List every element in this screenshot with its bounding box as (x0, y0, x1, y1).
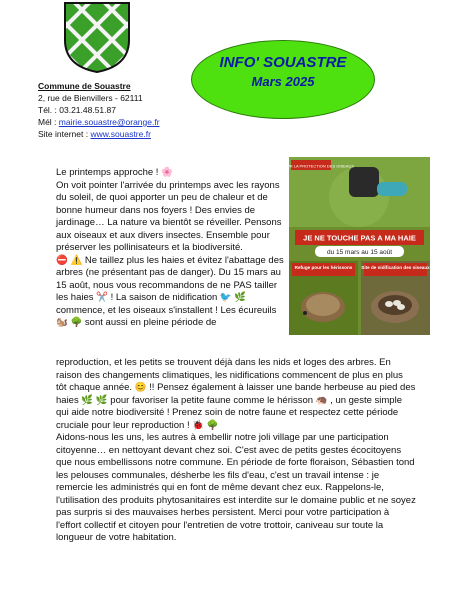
intro-heading: Le printemps approche ! 🌸 (56, 167, 173, 178)
hedge-poster-image (267, 157, 430, 335)
contact-block (38, 80, 160, 140)
paragraph-citizenship: Aidons-nous les uns, les autres à embellir notre joli village par une participation citoyenne… en nettoyant devant chez soi. C'est avec de petits gestes écocitoyens que nous embellissons notre commune. En période de forte floraison, Sébastien tond les pelouses communales, désherbe les fils d'eau, c'est un travail intense : je remercie les administrés qui en font de même devant chez eux. Rappelons-le, l'utilisation des produits phytosanitaires est interdite sur le domaine public et ne soyez pas surpris si des mauvaises herbes persistent. Merci pour votre participation à l'effort collectif et citoyen pour l'entretien de votre trottoir, caniveau sur toute la longueur de votre habitation. (56, 432, 416, 543)
title-banner (191, 40, 375, 119)
article-column (56, 167, 284, 330)
newsletter-title: INFO' SOUASTRE (219, 54, 347, 71)
poster-right-caption: Site de nidification des oiseaux (361, 265, 430, 270)
poster-left-caption: Refuge pour les hérissons (294, 265, 353, 270)
phone: Tél. : 03.21.48.51.87 (38, 105, 116, 115)
commune-name: Commune de Souastre (38, 81, 131, 91)
poster-dates: du 15 mars au 15 août (326, 249, 393, 256)
address: 2, rue de Bienvillers - 62111 (38, 93, 143, 103)
paragraph-spring: On voit pointer l'arrivée du printemps avec les rayons du soleil, de quoi apporter un peu de chaleur et de bonne humeur dans nos foyers ! Des envies de jardinage… La nature va bientôt se réveiller. Pensons aux oiseaux et aux divers insectes. Ensemble pour préserver les pollinisateurs et la biodiversité. (56, 179, 282, 253)
paragraph-hedges-continued: reproduction, et les petits se trouvent déjà dans les nids et loges des arbres. En raison des changements climatiques, les nidifications commencent de plus en plus tôt chaque année. 😊 !! Pensez également à laisser une bande herbeuse au pied des haies 🌿 🌿 pour favoriser la petite faune comme le hérisson 🦔 , un geste simple qui aide notre biodiversité ! Prenez soin de notre faune et respectez cette période cruciale pour leur reproduction ! 🐞 🌳 (56, 357, 416, 431)
newsletter-date: Mars 2025 (251, 74, 315, 89)
coat-of-arms-logo (62, 0, 132, 74)
paragraph-hedges: ⛔ ⚠️ Ne taillez plus les haies et évitez l'abattage des arbres (ne présentant pas de danger). Du 15 mars au 15 août, nous vous recommandons de ne PAS tailler les haies ✂️ ! La saison de nidification 🐦 🌿 commence, et les oiseaux s'installent ! Les écureuils 🐿️ 🌳 sont aussi en pleine période de (56, 254, 284, 328)
email-link[interactable]: mairie.souastre@orange.fr (58, 117, 160, 127)
website-link[interactable]: www.souastre.fr (90, 129, 151, 139)
email-label: Mél : (38, 117, 59, 127)
poster-headline: JE NE TOUCHE PAS A MA HAIE (303, 233, 416, 243)
website-line (38, 128, 160, 140)
article-full-width (56, 357, 416, 545)
email-line (38, 116, 160, 128)
poster-brand: LIGUE POUR LA PROTECTION DES OISEAUX (267, 163, 355, 169)
website-label: Site internet : (38, 129, 91, 139)
